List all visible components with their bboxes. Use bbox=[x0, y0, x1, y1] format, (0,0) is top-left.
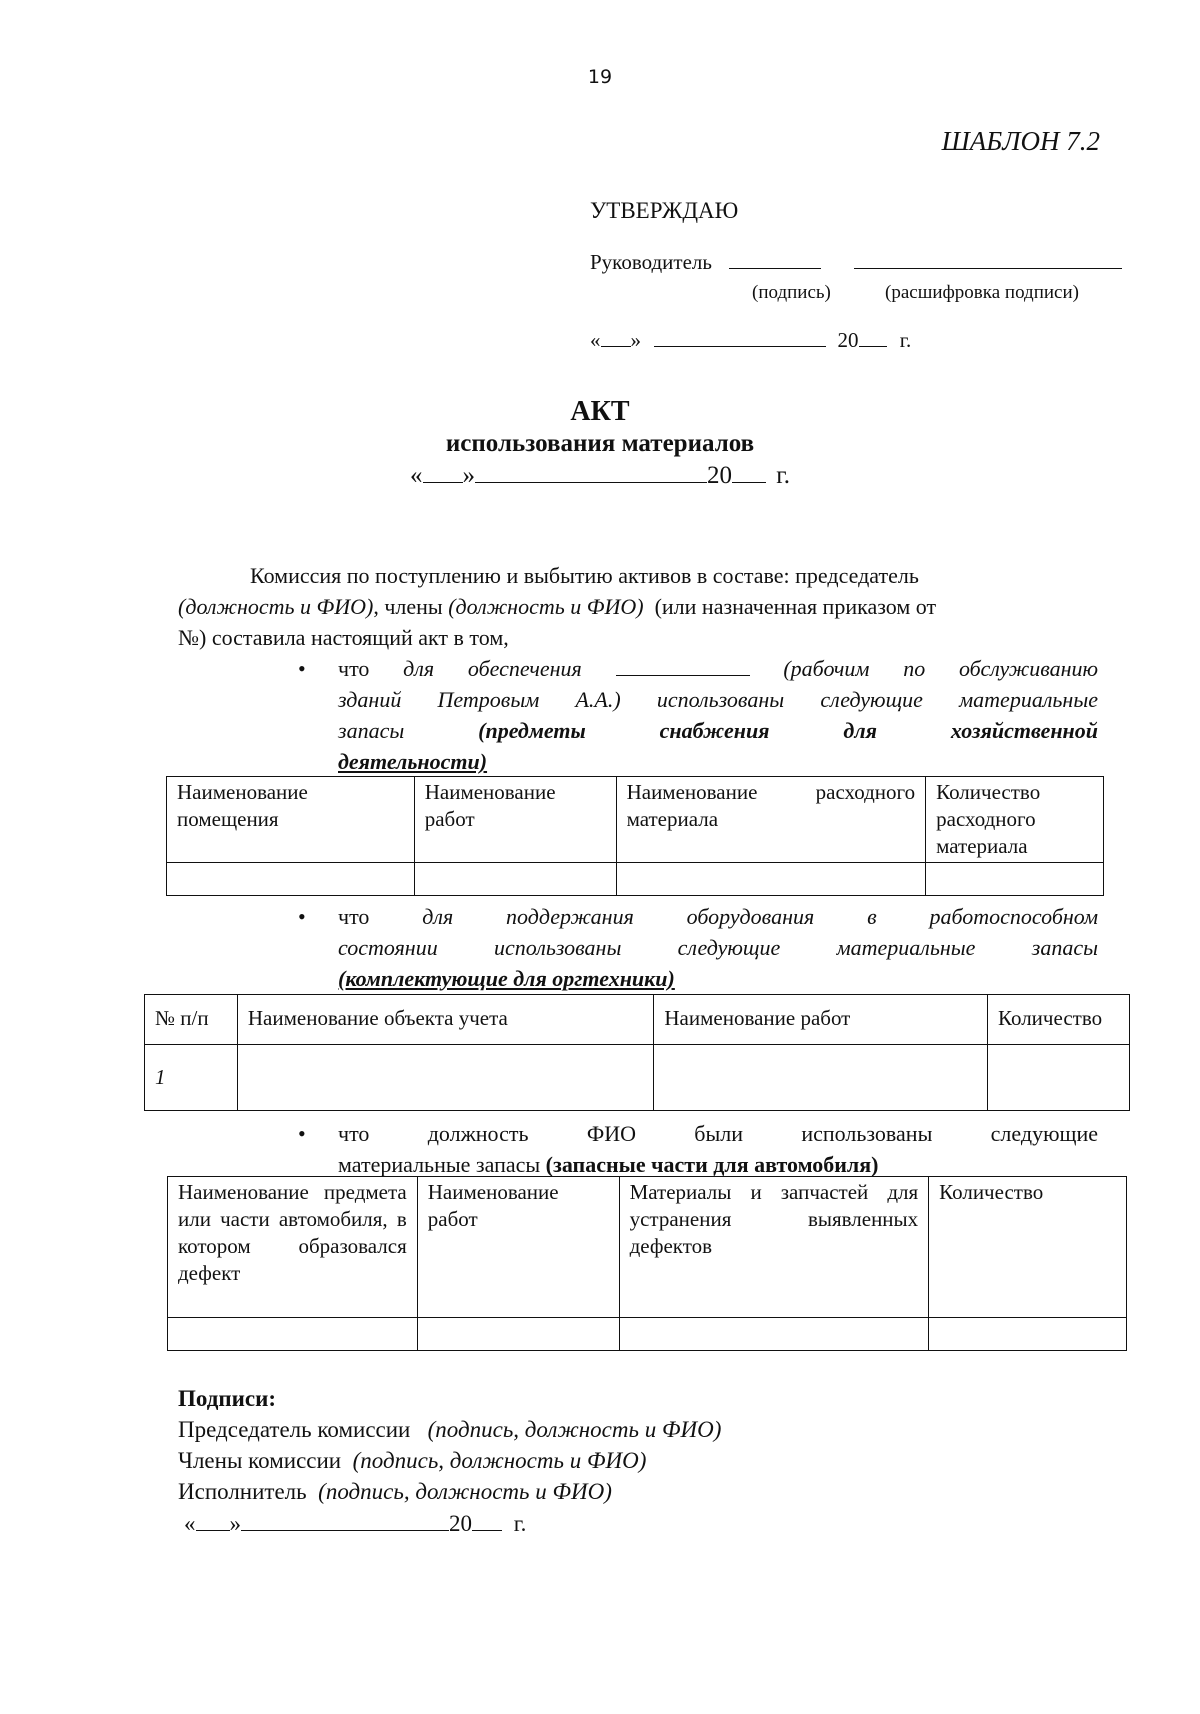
empty-cell bbox=[167, 863, 415, 896]
bullet-item-2 bbox=[298, 901, 1099, 994]
header-cell: Наименование работ bbox=[414, 777, 616, 863]
bullet-dot: • bbox=[298, 904, 306, 929]
table-row bbox=[168, 1318, 1127, 1351]
head-label: Руководитель bbox=[590, 250, 712, 274]
header-cell: Количество bbox=[929, 1177, 1127, 1318]
car-parts-table bbox=[167, 1176, 1127, 1351]
header-cell: Наименование расходного материала bbox=[616, 777, 926, 863]
bullet-line: что для обеспечения (рабочим по обслуживанию bbox=[338, 656, 1099, 681]
table-row bbox=[145, 1045, 1130, 1111]
chair-signature: Председатель комиссии (подпись, должность и ФИО) bbox=[178, 1417, 722, 1442]
date-open-quote: « bbox=[410, 462, 423, 489]
empty-cell bbox=[926, 863, 1104, 896]
decode-caption: (расшифровка подписи) bbox=[885, 282, 1079, 303]
empty-cell bbox=[654, 1045, 988, 1111]
template-label: ШАБЛОН 7.2 bbox=[941, 126, 1100, 156]
table-header-row bbox=[168, 1177, 1127, 1318]
header-cell: Наименование помещения bbox=[167, 777, 415, 863]
date-open-quote: « bbox=[590, 328, 601, 352]
approve-heading: УТВЕРЖДАЮ bbox=[590, 198, 739, 223]
empty-cell bbox=[616, 863, 926, 896]
signatures-heading: Подписи: bbox=[178, 1386, 276, 1411]
date-close-quote: » bbox=[229, 1511, 241, 1536]
year-line bbox=[732, 462, 766, 483]
decode-line bbox=[854, 248, 1122, 269]
year-suffix: г. bbox=[899, 328, 912, 352]
month-line bbox=[475, 462, 707, 483]
bullet-line: что для поддержания оборудования в работоспособном bbox=[338, 904, 1099, 929]
day-line bbox=[601, 326, 631, 347]
date-open-quote: « bbox=[184, 1511, 196, 1536]
header-cell: Наименование работ bbox=[654, 995, 988, 1045]
date-close-quote: » bbox=[630, 328, 641, 352]
header-cell: Наименование работ bbox=[417, 1177, 619, 1318]
office-equipment-table bbox=[144, 994, 1130, 1111]
position-hint: (должность и ФИО) bbox=[448, 594, 644, 619]
bullet-dot: • bbox=[298, 656, 306, 681]
header-cell: Материалы и запчастей для устранения выявленных дефектов bbox=[619, 1177, 929, 1318]
page-number: 19 bbox=[587, 66, 613, 88]
row-number-cell: 1 bbox=[145, 1045, 238, 1111]
intro-line-2 bbox=[178, 591, 1098, 622]
materials-table bbox=[166, 776, 1104, 896]
intro-text: (или назначенная приказом от bbox=[654, 594, 937, 619]
blank-line bbox=[616, 655, 750, 676]
empty-cell bbox=[414, 863, 616, 896]
signature-date bbox=[184, 1508, 526, 1539]
executor-signature: Исполнитель (подпись, должность и ФИО) bbox=[178, 1479, 612, 1504]
bullet-line: деятельности) bbox=[338, 749, 488, 774]
empty-cell bbox=[168, 1318, 418, 1351]
intro-text: , члены bbox=[373, 594, 443, 619]
act-date bbox=[0, 462, 1200, 490]
bullet-line: что должность ФИО были использованы следующие bbox=[338, 1121, 1098, 1146]
bullet-item-1 bbox=[298, 653, 1099, 777]
year-suffix: г. bbox=[513, 1511, 527, 1536]
act-subject: использования материалов bbox=[445, 430, 755, 457]
empty-cell bbox=[988, 1045, 1130, 1111]
bullet-line: зданий Петровым А.А.) использованы следующие материальные bbox=[338, 687, 1098, 712]
day-line bbox=[423, 462, 463, 483]
table-header-row bbox=[145, 995, 1130, 1045]
bullet-line: (комплектующие для оргтехники) bbox=[338, 966, 675, 991]
bullet-line: состоянии использованы следующие материальные запасы bbox=[338, 935, 1098, 960]
header-cell: Количество bbox=[988, 995, 1130, 1045]
members-signature: Члены комиссии (подпись, должность и ФИО) bbox=[178, 1448, 647, 1473]
empty-cell bbox=[929, 1318, 1127, 1351]
position-hint: (должность и ФИО) bbox=[178, 594, 374, 619]
year-line bbox=[472, 1510, 502, 1531]
head-signature-row bbox=[590, 248, 1122, 275]
bullet-line: материальные запасы (запасные части для автомобиля) bbox=[338, 1152, 879, 1177]
intro-line-3: №) составила настоящий акт в том, bbox=[178, 625, 509, 650]
day-line bbox=[196, 1510, 230, 1531]
intro-line-1: Комиссия по поступлению и выбытию активов в составе: председатель bbox=[250, 563, 919, 588]
header-cell: № п/п bbox=[145, 995, 238, 1045]
approval-date bbox=[590, 326, 911, 353]
month-line bbox=[654, 326, 826, 347]
sign-caption: (подпись) bbox=[752, 282, 831, 303]
date-close-quote: » bbox=[462, 462, 476, 489]
year-prefix: 20 bbox=[837, 328, 859, 352]
header-cell: Наименование предмета или части автомобиля, в котором образовался дефект bbox=[168, 1177, 418, 1318]
header-cell: Количество расходного материала bbox=[926, 777, 1104, 863]
header-cell: Наименование объекта учета bbox=[237, 995, 653, 1045]
empty-cell bbox=[417, 1318, 619, 1351]
month-line bbox=[241, 1510, 449, 1531]
bullet-dot: • bbox=[298, 1121, 306, 1146]
empty-cell bbox=[237, 1045, 653, 1111]
bullet-item-3 bbox=[298, 1118, 1098, 1180]
act-title: АКТ bbox=[570, 396, 630, 427]
year-prefix: 20 bbox=[449, 1511, 472, 1536]
table-row bbox=[167, 863, 1104, 896]
year-prefix: 20 bbox=[707, 462, 733, 489]
year-line bbox=[859, 326, 887, 347]
table-header-row bbox=[167, 777, 1104, 863]
empty-cell bbox=[619, 1318, 929, 1351]
bullet-line: запасы (предметы снабжения для хозяйственной bbox=[338, 718, 1099, 743]
sign-line bbox=[729, 248, 821, 269]
year-suffix: г. bbox=[776, 462, 790, 489]
